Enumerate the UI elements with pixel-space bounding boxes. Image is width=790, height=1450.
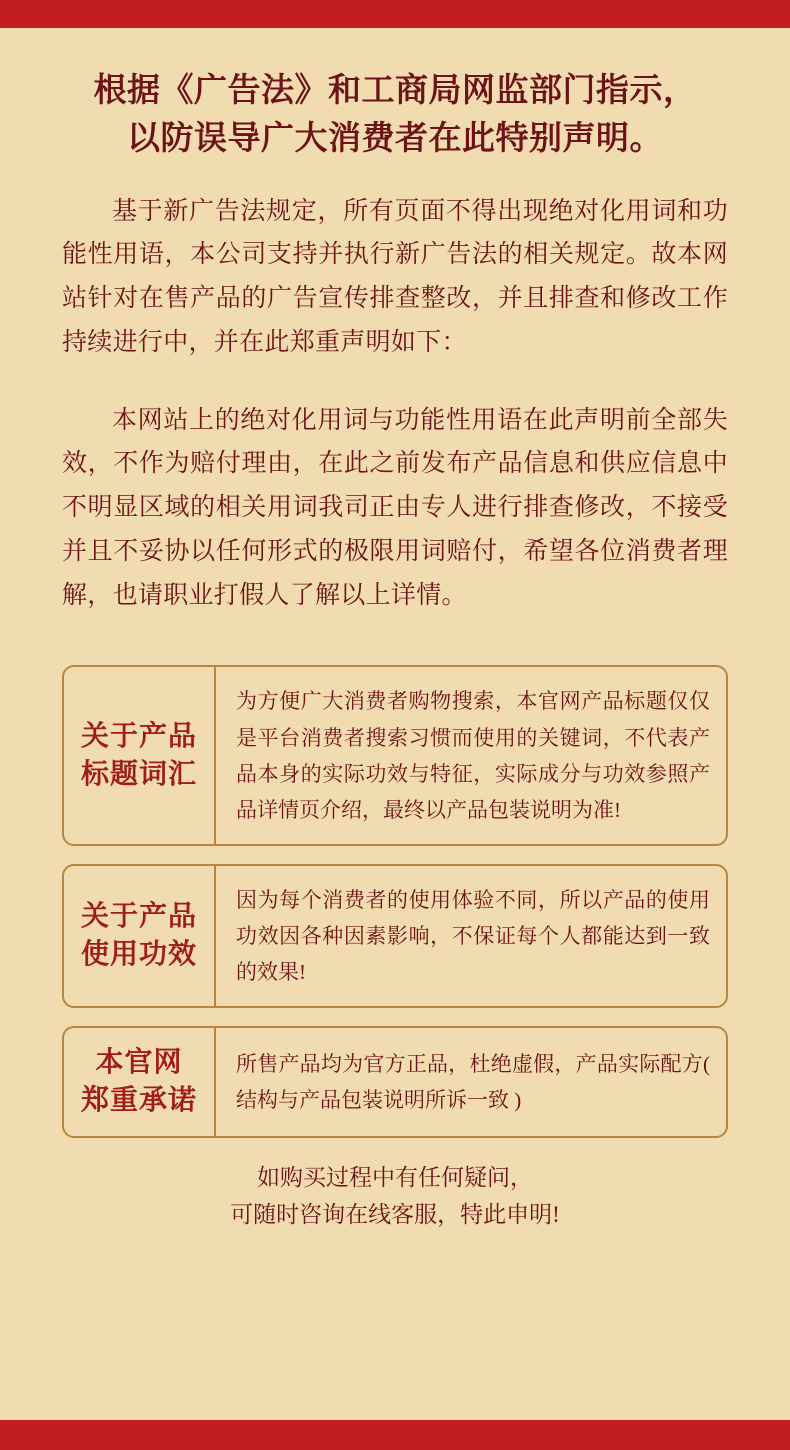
statement-card-body: 因为每个消费者的使用体验不同，所以产品的使用功效因各种因素影响，不保证每个人都能达到一致的效果! [236,887,710,985]
statement-card-body: 为方便广大消费者购物搜索，本官网产品标题仅仅是平台消费者搜索习惯而使用的关键词，不代表产品本身的实际功效与特征，实际成分与功效参照产品详情页介绍，最终以产品包装说明为准! [236,689,710,822]
statement-card-label [64,667,216,843]
statement-paragraph-2: 本网站上的绝对化用词与功能性用语在此声明前全部失效，不作为赔付理由，在此之前发布产品信息和供应信息中不明显区域的相关用词我司正由专人进行排查修改，不接受并且不妥协以任何形式的极限用词赔付，希望各位消费者理解，也请职业打假人了解以上详情。 [62,406,728,609]
page-title-line-1: 根据《广告法》和工商局网监部门指示， [93,73,697,109]
statement-card-label-line-2: 标题词汇 [80,758,197,790]
footer-note-line-2: 可随时咨询在线客服，特此申明! [230,1201,560,1227]
statement-card-label-line-2: 使用功效 [80,939,197,971]
statement-card-list [62,665,728,1137]
footer-note-line-1: 如购买过程中有任何疑问， [257,1164,533,1190]
statement-paragraph-1: 基于新广告法规定，所有页面不得出现绝对化用词和功能性用语，本公司支持并执行新广告法的相关规定。故本网站针对在售产品的广告宣传排查整改，并且排查和修改工作持续进行中，并在此郑重声明如下： [62,197,728,356]
statement-card-label-line-1: 关于产品 [80,901,197,933]
statement-card-label-line-1: 本官网 [95,1047,183,1079]
statement-card-body: 所售产品均为官方正品，杜绝虚假，产品实际配方( 结构与产品包装说明所诉一致 ) [236,1051,710,1112]
page-title [62,68,728,164]
page-title-line-2: 以防误导广大消费者在此特别声明。 [127,120,663,157]
content-panel [0,28,790,1420]
statement-card [62,1026,728,1138]
footer-note [62,1160,728,1234]
statement-card [62,665,728,845]
statement-card-label-line-2: 郑重承诺 [80,1085,197,1116]
statement-card-label [64,866,216,1006]
statement-card [62,864,728,1008]
statement-card-label-line-1: 关于产品 [80,720,197,752]
statement-card-label [64,1028,216,1136]
